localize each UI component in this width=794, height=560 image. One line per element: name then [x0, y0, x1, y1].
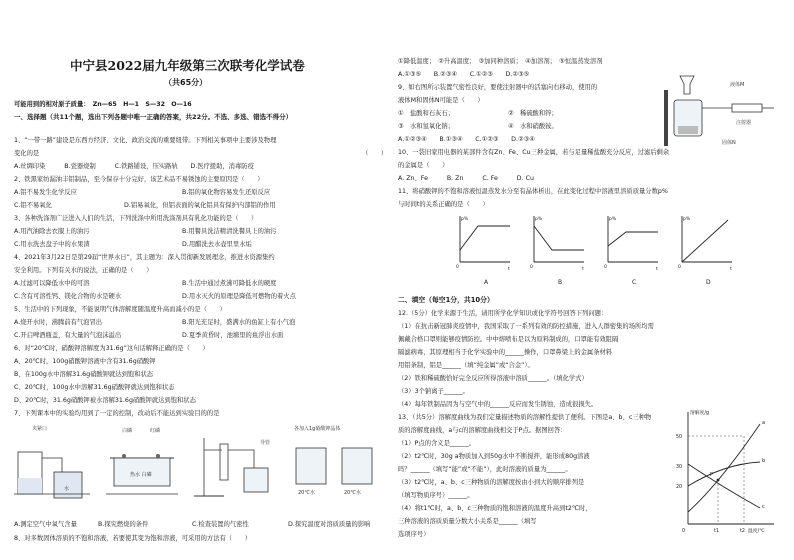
fig-b-red-phosphorus	[156, 454, 160, 458]
fig-d-right-label: 20℃水	[344, 490, 361, 496]
q9-solid-n	[678, 126, 698, 134]
q8-choices: A.①③⑤ B.②③④ C.①②③ D.②③⑤	[398, 71, 530, 78]
score-total: （共65分）	[164, 78, 208, 87]
right-column	[398, 0, 782, 560]
q13-y-label: 溶解度/g	[690, 411, 710, 416]
q13-line-5: （填写物质序号）______。	[398, 492, 474, 499]
q13-line-8: 选项序号）	[398, 531, 430, 538]
q13-line-6: （4）将t1℃时，a、b、c三种物质的饱和溶液的温度升高到t2℃时，	[398, 505, 592, 512]
fig-b-white-label: 白磷	[122, 428, 133, 434]
q9-choices: A.①②③④ B.①③④ C.①②③ D.②③④	[398, 136, 535, 143]
q13-stem-2: 质的溶解度曲线，a与c的溶解度曲线相交于P点。据图回答：	[398, 427, 567, 434]
q13-point-p	[717, 479, 720, 482]
q13-point-p-label: P	[710, 472, 714, 478]
q9-stem: 9、如右图所示装置气密性良好，要使注射器中的活塞向右移动，使用的	[398, 84, 598, 91]
q11-stem-2: 与时间t的关系正确的是（ ）	[398, 201, 489, 208]
q12-stem: 12.（5分）化学来源于生活，请用所学化学知识或化学符号回答下列问题：	[398, 310, 608, 317]
q13-tick-t1: t1	[714, 529, 719, 534]
q3-stem: 3、各种洗涤剂广泛进入人们的生活，下列洗涤中所用洗涤剂具有乳化功能的是（ ）	[14, 215, 258, 222]
q8-options: ①降低温度； ②升高温度； ③加同种溶质； ④加溶剂； ⑤恒温蒸发溶剂	[398, 58, 603, 65]
q9-stand	[664, 90, 668, 146]
q7-option-c: C.检查装置的气密性	[192, 521, 249, 528]
q7-figure-a	[14, 420, 98, 520]
q5-stem: 5、生活中的下列现象，不能说明气体溶解度随温度升高而减小的是（ ）	[14, 306, 226, 313]
fig-d-beaker-right	[342, 448, 372, 484]
q13-series-c: c	[762, 504, 765, 510]
q13-series-b: b	[762, 458, 766, 464]
q5-option-c: C.开启啤酒瓶盖，有大量的气泡沫溢出	[14, 332, 122, 339]
q11-a-x-label: t	[508, 267, 510, 272]
q13-solubility-graph	[674, 404, 780, 534]
exam-title: 中宁县2022届九年级第三次联考化学试卷	[70, 58, 305, 73]
fig-d-top-label: 各加入1g硝酸钾晶体	[294, 426, 341, 432]
q11-a-origin: 0	[456, 265, 459, 270]
q1-options: A.丝绸印染 B.瓷器烧制 C.铁路铺设，压实路轨 D.医疗援助，消毒防疫	[14, 163, 254, 170]
q2-option-d: D.铝易氧化，但铝表面的氧化铝具有保护内部铝的作用	[124, 202, 276, 209]
q13-stem: 13、（共5分）溶解度曲线为我们定量描述物质的溶解性提供了便利。下图是a、b、c三种物	[398, 414, 652, 421]
q13-line-2: （2）t2℃时，30g a物质加入到50g水中不断搅拌，能形成80g溶液	[398, 453, 590, 460]
q11-graph-c	[604, 216, 658, 286]
fig-b-label: 热水 白磷	[130, 472, 152, 478]
q11-curve-a	[460, 226, 510, 250]
q5-option-b: B.阳光充足时，盛满水的鱼缸上有小气泡	[182, 319, 296, 326]
q13-tick-20: 20	[676, 485, 683, 490]
q9-option-1: ① 盐酸和石灰石；	[398, 110, 455, 117]
q5-option-a: A.烧开水时，沸腾前有气泡冒出	[14, 319, 103, 326]
q12-line-2: 佩戴合格口罩则能够疫情防控。中中熔喷布是以为原料制成的，口罩能有效阻隔	[398, 336, 619, 343]
q4-option-c: C.含有可溶性钙、镁化合物的水是硬水	[14, 293, 122, 300]
q11-d-origin: 0	[678, 265, 681, 270]
q3-option-c: C.用水洗去盘子中的水果渣	[14, 241, 90, 248]
q11-label-c: C	[632, 279, 637, 286]
q4-option-b: B.生活中通过煮沸可降低水的硬度	[182, 280, 277, 287]
q10-stem: 10、一袋旧家用电器的某部件含有Zn、Fe、Cu三种金属，若与足量稀盐酸充分反应，过滤后剩余	[398, 149, 670, 156]
q8-stem: 8、对多数固体溶质的不饱和溶液，若要使其变为饱和溶液，可采用的方法有（ ）	[14, 535, 251, 542]
q7-figure-b	[102, 420, 182, 520]
q10-stem-2: 的金属是（ ）	[398, 162, 449, 169]
q11-d-y-label: p%	[683, 217, 691, 222]
q13-curve-a	[688, 424, 760, 512]
q11-c-y-label: p%	[609, 217, 617, 222]
q11-b-y-label: p%	[535, 217, 543, 222]
q2-option-b: B.铝的氧化物容易发生还原反应	[182, 189, 271, 196]
q10-choices: A. Zn、Fe B. Zn C. Fe D. Cu	[398, 175, 535, 182]
q11-curve-d	[682, 220, 728, 262]
q13-line-3: 吗？______（填写“能”或“不能”），此时溶液的质量为______。	[398, 466, 572, 473]
q6-option-d: D、20℃时，31.6g硝酸钾被水溶解31.6g硝酸钾就达到饱和状态	[14, 397, 196, 404]
q5-option-d: D.夏季黄昏时，池塘里的鱼浮出水面	[182, 332, 284, 339]
q1-stem: 1、“一带一路”建设是东西方经济、文化、政治交流的重要纽带。下列相关事项中主要涉及物理	[14, 137, 277, 144]
q6-option-c: C、20℃时，100g水中溶解31.6g硝酸钾就达到饱和状态	[14, 384, 175, 391]
q11-c-origin: 0	[604, 265, 607, 270]
fig-b-white-phosphorus	[122, 454, 126, 458]
q13-line-4: （3）t2℃时，a、b、c三种物质的溶解度按由小到大的顺序排列是	[398, 479, 585, 486]
fig-b-red-label: 红磷	[150, 428, 161, 434]
q11-graph-d	[678, 216, 732, 286]
q2-option-c: C.铝不易氧化	[14, 202, 52, 209]
q7-option-d: D.探究温度对溶质质量的影响	[288, 521, 371, 528]
q7-figure-c	[184, 420, 284, 520]
atomic-masses: 可能用到的相对原子质量： Zn—65 H—1 S—32 O—16	[14, 101, 192, 108]
section1-heading: 一、选择题（共11个题，选出下列各题中唯一正确的答案，共22分。不选、多选、错选不得分）	[14, 113, 293, 121]
q11-c-x-label: t	[656, 267, 658, 272]
q13-tick-50: 50	[676, 435, 683, 440]
q1-stem-2: 变化的是	[14, 150, 40, 157]
q11-curve-c	[608, 232, 658, 246]
q11-label-d: D	[706, 279, 711, 286]
q12-line-6: （3）3个钠离子______。	[398, 388, 469, 395]
q4-stem-2: 安全利用。下列有关水的说法，正确的是（ ）	[14, 267, 153, 274]
fig-a-top-label: 夹紧口	[32, 426, 48, 432]
q7-stem: 7、下列课本中的实验均用到了一定的控制，改动后不能达到实验目的的是	[14, 410, 220, 417]
fig-a-water-in-bottle	[18, 478, 42, 494]
q13-tick-t2: t2	[740, 529, 745, 534]
q9-label-m: 液体M	[730, 82, 745, 88]
fig-c-test-tube	[220, 444, 228, 480]
q9-apparatus	[660, 70, 782, 148]
q13-tick-origin: 0	[682, 529, 686, 534]
q12-line-7: （4）每年铁制品因为与空气中的______反应而发生锈蚀，造成很损失。	[398, 401, 598, 408]
q7-option-b: B.探究燃烧的条件	[98, 521, 149, 528]
q12-line-1: （1）在抗击新冠肺炎疫情中，我国采取了一系列有效的防控措施，进入人群密集的场所均需	[398, 323, 654, 330]
q11-b-x-label: t	[582, 267, 584, 272]
q13-line-1: （1）P点的含义是______。	[398, 440, 476, 447]
fig-c-label: 导管	[260, 440, 271, 446]
q4-option-d: D.用水灭火的原理是降低可燃物的着火点	[182, 293, 296, 300]
q7-option-a: A.测定空气中氧气含量	[14, 521, 77, 528]
q9-funnel	[680, 76, 694, 94]
q3-option-a: A.用汽油除去衣服上的油污	[14, 228, 90, 235]
q4-stem: 4、2021年3月22日是第29届“世界水日”，其主题为：深入贯彻新发展理念，推进水资源集约	[14, 254, 275, 261]
q6-option-b: B、在100g水中溶解31.6g硝酸钾就达到饱和状态	[14, 371, 154, 378]
q12-line-4: 用铝条制，铝是______（填“纯金属”或“合金”）。	[398, 362, 534, 369]
fig-d-beaker-left	[296, 448, 326, 484]
q11-stem: 11、将硝酸钾的不饱和溶液恒温蒸发水分至有晶体析出，在此变化过程中溶液里溶质质量分数p%	[398, 188, 668, 195]
q11-a-y-label: p%	[461, 217, 469, 222]
q13-curve-b	[688, 462, 760, 486]
q9-label-syringe: 注射器	[736, 120, 752, 126]
q12-line-3: 隔滤病毒，其原理相当于化学实验中的______操作，口罩鼻梁上的金属条材料	[398, 349, 613, 356]
q13-line-7: 三种溶液的溶质质量分数大小关系是______（填写	[398, 518, 537, 525]
q6-stem: 6、对“20℃时，硝酸钾溶解度为31.6g”这句话解释正确的是（ ）	[14, 345, 209, 352]
left-column	[14, 0, 388, 560]
q1-answer-paren: （ ）	[362, 150, 388, 157]
q13-series-a: a	[762, 420, 766, 426]
fig-d-left-label: 20℃水	[298, 490, 315, 496]
section2-heading: 二、填空（每空1分，共10分）	[398, 296, 494, 304]
q4-option-a: A.过滤可以降低水中的可溶	[14, 280, 90, 287]
q13-tick-30: 30	[676, 465, 683, 470]
q13-x-label: 温度/℃	[748, 529, 765, 534]
q2-stem: 2、铁黑家纺漏油丰铝制品，至今保存十分完好，该艺术品不易锈蚀的主要原因是（ ）	[14, 176, 264, 183]
q9-label-n: 固体N	[722, 140, 736, 146]
fig-c-beaker	[244, 468, 268, 492]
q11-label-b: B	[558, 279, 563, 286]
q11-graphs	[456, 212, 756, 292]
q11-label-a: A	[484, 279, 489, 286]
fig-a-water-label: 水	[64, 486, 70, 492]
q3-option-b: B.用餐具洗洁精清洗餐具上的油污	[182, 228, 277, 235]
q11-d-x-label: t	[730, 267, 732, 272]
q3-option-d: D.用醋洗去水壶里里水垢	[182, 241, 252, 248]
q9-syringe	[732, 104, 762, 112]
q6-option-a: A、20℃时，100g硝酸钾溶液中含有31.6g硝酸钾	[14, 358, 156, 365]
q9-stem-2: 液体M和固体N可能是（ ）	[398, 97, 484, 104]
q9-option-4: ④ 水和硝酸铵。	[508, 123, 558, 130]
q9-option-3: ③ 水和氢氧化钠；	[398, 123, 455, 130]
q11-graph-b	[530, 216, 584, 286]
q12-line-5: （2）铁和稀硫酸恰好完全反应所得溶液中溶质______。（填化学式）	[398, 375, 588, 382]
q11-b-origin: 0	[530, 265, 533, 270]
q2-option-a: A.铝不易发生化学反应	[14, 189, 77, 196]
q11-curve-b	[534, 226, 584, 250]
q7-figure-d	[290, 420, 388, 520]
q9-option-2: ② 稀硫酸和锌；	[508, 110, 558, 117]
q11-graph-a	[456, 216, 510, 286]
